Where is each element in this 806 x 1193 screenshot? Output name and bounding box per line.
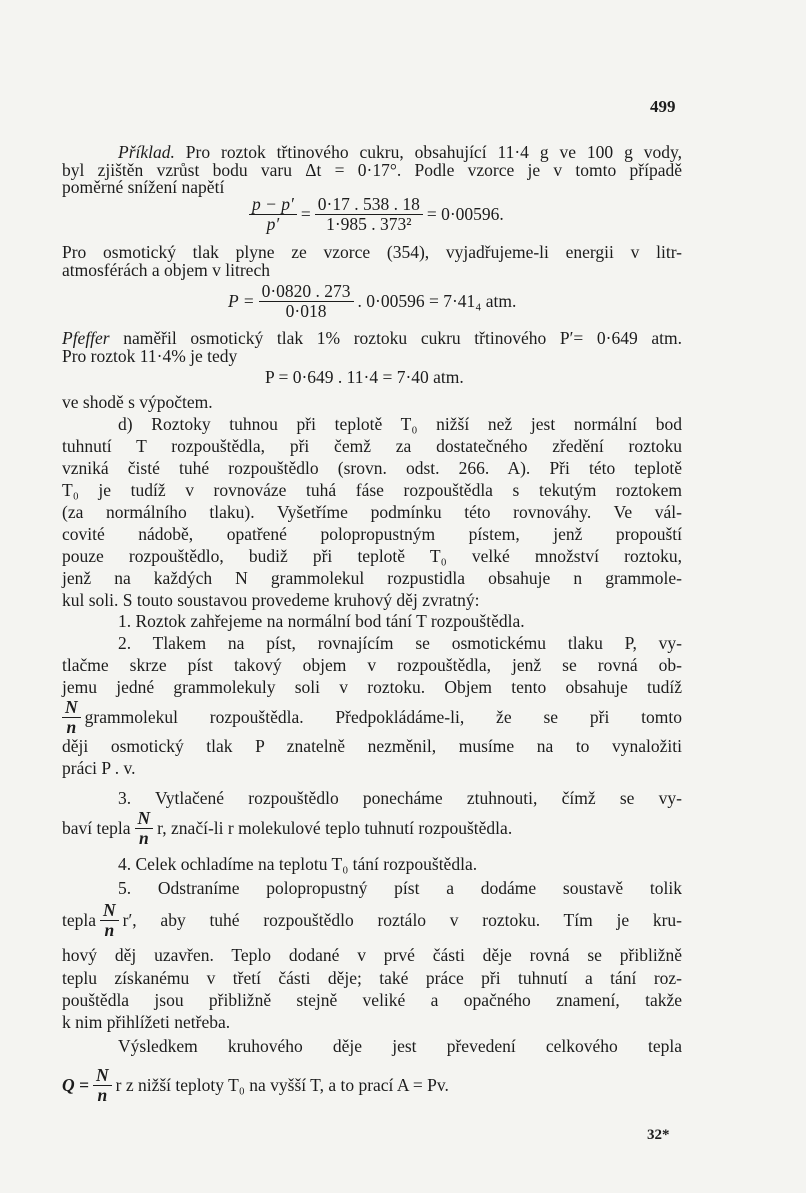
text-line: atmosférách a objem v litrech bbox=[62, 260, 270, 280]
text-line: kul soli. S touto soustavou provedeme kruhový děj zvratný: bbox=[62, 590, 480, 610]
example-label: Příklad. bbox=[118, 142, 175, 162]
text-line bbox=[62, 1064, 682, 1105]
text-line: Pro osmotický tlak plyne ze vzorce (354), vyjadřujeme-li energii v litr- bbox=[62, 242, 682, 262]
author-name: Pfeffer bbox=[62, 328, 110, 348]
fraction bbox=[100, 901, 119, 940]
text-line bbox=[62, 696, 682, 737]
text-line: ději osmotický tlak P znatelně nezměnil, musíme na to vynaložiti bbox=[62, 736, 682, 756]
text: r, značí-li r molekulové teplo tuhnutí rozpouštědla. bbox=[157, 818, 513, 838]
fraction bbox=[249, 195, 297, 234]
denominator: n bbox=[66, 716, 77, 737]
lhs: P = bbox=[228, 291, 255, 311]
denominator: n bbox=[97, 1084, 108, 1105]
equation-1 bbox=[245, 195, 504, 234]
fraction bbox=[259, 282, 354, 321]
text: grammolekul rozpouštědla. Předpokládáme-li, že se při tomto bbox=[84, 707, 682, 727]
text-line: (za normálního tlaku). Vyšetříme podmínku této rovnováhy. Ve vál- bbox=[62, 502, 682, 522]
text: naměřil osmotický tlak 1% roztoku cukru třtinového P′= 0·649 atm. bbox=[123, 328, 682, 348]
text-line: k nim přihlížeti netřeba. bbox=[62, 1012, 231, 1032]
denominator: n bbox=[138, 827, 149, 848]
numerator: N bbox=[135, 809, 154, 829]
text: r′, aby tuhé rozpouštědlo roztálo v roztoku. Tím je kru- bbox=[122, 910, 682, 930]
text-line: teplu získanému v třetí části děje; také práce při tuhnutí a tání roz- bbox=[62, 968, 682, 988]
numerator: 0·17 . 538 . 18 bbox=[315, 195, 423, 215]
denominator: n bbox=[104, 919, 115, 940]
signature-mark: 32* bbox=[647, 1127, 670, 1143]
text-line: tuhnutí T rozpouštědla, při čemž za dostatečného zředění roztoku bbox=[62, 436, 682, 456]
list-item: 4. Celek ochladíme na teplotu T₀ tání rozpouštědla. bbox=[118, 854, 478, 874]
fraction bbox=[62, 698, 81, 737]
text-line: byl zjištěn vzrůst bodu varu Δt = 0·17°. Podle vzorce je v tomto případě bbox=[62, 160, 682, 180]
equation-3: P = 0·649 . 11·4 = 7·40 atm. bbox=[265, 367, 464, 387]
list-item: 2. Tlakem na píst, rovnajícím se osmotickému tlaku P, vy- bbox=[118, 633, 682, 653]
text-line bbox=[62, 807, 682, 848]
fraction bbox=[93, 1066, 112, 1105]
text-line: tlačme skrze píst takový objem v rozpouštědla, jenž se rovná ob- bbox=[62, 655, 682, 675]
text-line: ve shodě s výpočtem. bbox=[62, 392, 213, 412]
text-line: poměrné snížení napětí bbox=[62, 177, 225, 197]
result: = 0·00596. bbox=[426, 204, 504, 224]
page-number: 499 bbox=[650, 97, 676, 116]
text-line: vzniká čisté tuhé rozpouštědlo (srovn. odst. 266. A). Při této teplotě bbox=[62, 458, 682, 478]
denominator: 1·985 . 373² bbox=[326, 214, 412, 234]
fraction bbox=[135, 809, 154, 848]
text-line: práci P . v. bbox=[62, 758, 136, 778]
text: r z nižší teploty T₀ na vyšší T, a to prací A = Pv. bbox=[115, 1075, 449, 1095]
text: tepla bbox=[62, 910, 97, 930]
fraction bbox=[315, 195, 423, 234]
text: Pro roztok třtinového cukru, obsahující 11·4 g ve 100 g vody, bbox=[185, 142, 682, 162]
text-line: d) Roztoky tuhnou při teplotě T₀ nižší než jest normální bod bbox=[118, 414, 682, 434]
text-line: covité nádobě, opatřené polopropustným pístem, jenž propouští bbox=[62, 524, 682, 544]
text-line: jenž na každých N grammolekul rozpustidla obsahuje n grammole- bbox=[62, 568, 682, 588]
numerator: N bbox=[100, 901, 119, 921]
numerator: p − p′ bbox=[249, 195, 297, 215]
text-line: Výsledkem kruhového děje jest převedení celkového tepla bbox=[118, 1036, 682, 1056]
text-line: pouze rozpouštědlo, budiž při teplotě T₀ velké množství roztoku, bbox=[62, 546, 682, 566]
text-line: T₀ je tudíž v rovnováze tuhá fáse rozpouštědla s tekutým roztokem bbox=[62, 480, 682, 500]
result: . 0·00596 = 7·41₄ atm. bbox=[357, 291, 517, 311]
text-line: pouštědla jsou přibližně stejně veliké a opačného znamení, takže bbox=[62, 990, 682, 1010]
numerator: N bbox=[93, 1066, 112, 1086]
equals: = bbox=[300, 204, 311, 224]
text-line: jemu jedné grammolekuly soli v roztoku. Objem tento obsahuje tudíž bbox=[62, 677, 682, 697]
denominator: p′ bbox=[266, 214, 280, 234]
text-line bbox=[62, 899, 682, 940]
text-line: hový děj uzavřen. Teplo dodané v prvé části děje rovná se přibližně bbox=[62, 945, 682, 965]
denominator: 0·018 bbox=[285, 301, 327, 321]
numerator: N bbox=[62, 698, 81, 718]
list-item: 5. Odstraníme polopropustný píst a dodáme soustavě tolik bbox=[118, 878, 682, 898]
list-item: 1. Roztok zahřejeme na normální bod tání T rozpouštědla. bbox=[118, 611, 525, 631]
text: baví tepla bbox=[62, 818, 131, 838]
text-line: Pro roztok 11·4% je tedy bbox=[62, 346, 238, 366]
equation-2 bbox=[228, 282, 516, 321]
text: Q = bbox=[62, 1075, 89, 1095]
numerator: 0·0820 . 273 bbox=[259, 282, 354, 302]
list-item: 3. Vytlačené rozpouštědlo ponecháme ztuhnouti, čímž se vy- bbox=[118, 788, 682, 808]
